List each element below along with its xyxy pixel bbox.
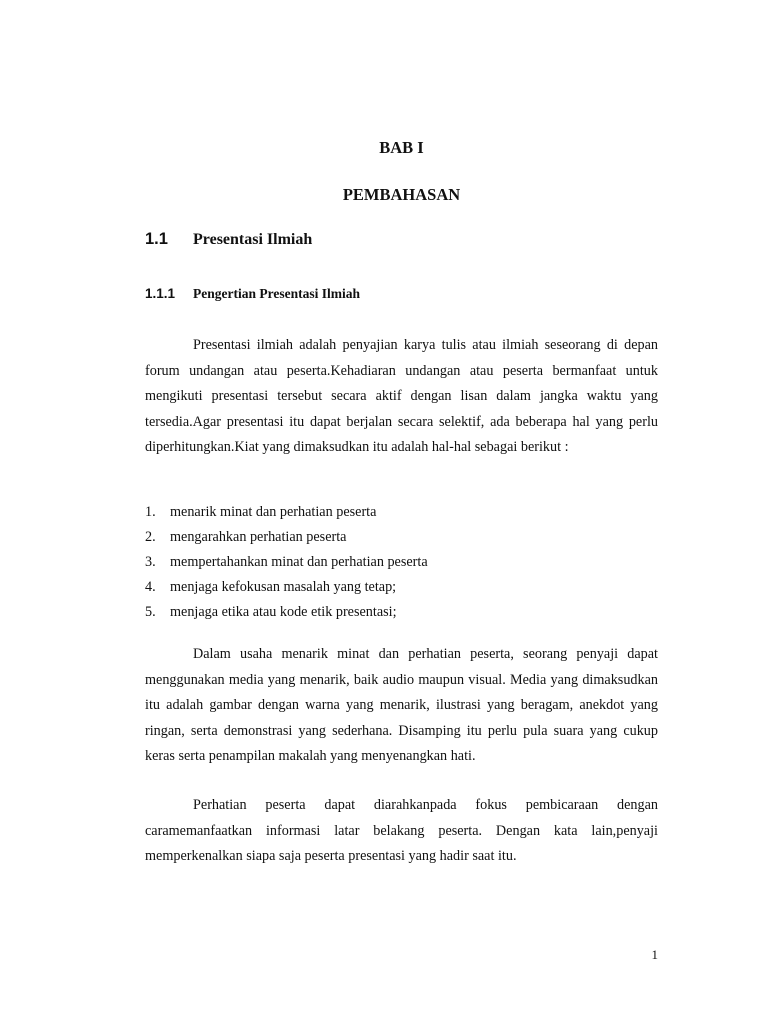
paragraph: Perhatian peserta dapat diarahkanpada fokus pembicaraan dengan caramemanfaatkan informasi latar belakang peserta. Dengan kata lain,penyaji memperkenalkan siapa saja peserta presentasi yang hadir saat itu. — [145, 797, 658, 865]
list-item — [145, 600, 658, 625]
chapter-title: PEMBAHASAN — [342, 185, 461, 204]
list-marker: 2. — [145, 529, 156, 545]
list-item-text: menjaga kefokusan masalah yang tetap; — [170, 579, 397, 595]
section-heading — [145, 230, 312, 249]
section-number: 1.1 — [145, 230, 168, 248]
paragraph: Dalam usaha menarik minat dan perhatian peserta, seorang penyaji dapat menggunakan media yang menarik, baik audio maupun visual. Media yang dimaksudkan itu adalah gambar dengan warna yang menarik, ilustrasi yang beragam, anekdot yang ringan, serta demonstrasi yang sederhana. Disamping itu perlu pula suara yang cukup keras serta penampilan makalah yang menyenangkan hati. — [145, 646, 658, 765]
list-item — [145, 575, 658, 600]
chapter-label: BAB I — [379, 138, 424, 157]
list-item — [145, 525, 658, 550]
list-item — [145, 550, 658, 575]
subsection-number: 1.1.1 — [145, 286, 176, 301]
list-marker: 4. — [145, 579, 156, 595]
list-item-text: mempertahankan minat dan perhatian peserta — [170, 554, 428, 570]
list-item-text: menarik minat dan perhatian peserta — [170, 504, 377, 520]
section-title: Presentasi Ilmiah — [193, 231, 313, 248]
subsection-heading — [145, 286, 360, 302]
list-item — [145, 500, 658, 525]
list-marker: 1. — [145, 504, 156, 520]
list-marker: 3. — [145, 554, 156, 570]
list-item-text: menjaga etika atau kode etik presentasi; — [170, 604, 397, 620]
numbered-list — [145, 500, 658, 625]
paragraph: Presentasi ilmiah adalah penyajian karya tulis atau ilmiah seseorang di depan forum undangan atau peserta.Kehadiaran undangan atau peserta bermanfaat untuk mengikuti presentasi tersebut secara aktif dengan lisan dalam jangka waktu yang tersedia.Agar presentasi itu dapat berjalan secara selektif, ada beberapa hal yang perlu diperhitungkan.Kiat yang dimaksudkan itu adalah hal-hal sebagai berikut : — [145, 337, 658, 456]
subsection-title: Pengertian Presentasi Ilmiah — [193, 286, 360, 301]
page-number: 1 — [651, 947, 658, 962]
list-marker: 5. — [145, 604, 156, 620]
list-item-text: mengarahkan perhatian peserta — [170, 529, 347, 545]
